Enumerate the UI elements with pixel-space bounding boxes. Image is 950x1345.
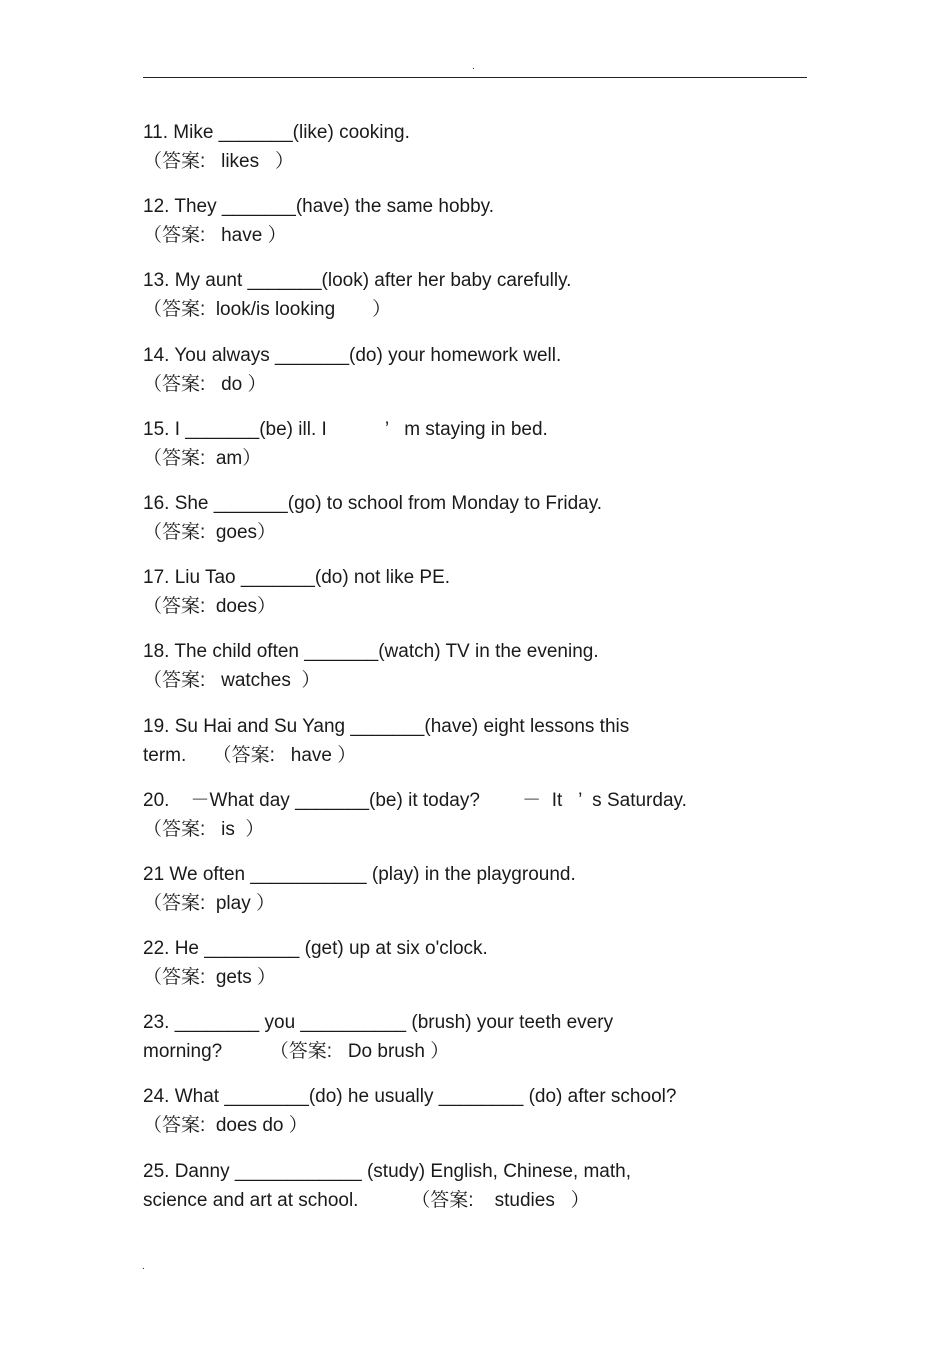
question-text: 14. You always _______(do) your homework well. bbox=[143, 344, 562, 366]
exercise-list bbox=[143, 118, 823, 1231]
exercise-item-25 bbox=[143, 1157, 823, 1231]
exercise-item-13 bbox=[143, 266, 823, 340]
exercise-item-22 bbox=[143, 934, 823, 1008]
answer-text: （答案: is ） bbox=[143, 818, 265, 840]
answer-text: （答案: do ） bbox=[143, 373, 267, 395]
question-text: 16. She _______(go) to school from Monday to Friday. bbox=[143, 492, 603, 514]
answer-text: （答案: play ） bbox=[143, 892, 275, 914]
answer-text: （答案: am） bbox=[143, 447, 262, 469]
question-text: 20. －What day _______(be) it today? － It ’ s Saturday. bbox=[143, 789, 687, 811]
question-text: 13. My aunt _______(look) after her baby carefully. bbox=[143, 270, 572, 292]
answer-text: （答案: goes） bbox=[143, 521, 277, 543]
question-text: 15. I _______(be) ill. I ’ m staying in bed. bbox=[143, 418, 548, 440]
question-text: 11. Mike _______(like) cooking. bbox=[143, 122, 410, 143]
header-mark: . bbox=[472, 61, 475, 72]
answer-text: （答案: likes ） bbox=[143, 151, 294, 172]
question-text-continued: term. （答案: have ） bbox=[143, 744, 357, 766]
exercise-item-20 bbox=[143, 786, 823, 860]
question-text: 25. Danny ____________ (study) English, Chinese, math, bbox=[143, 1160, 631, 1182]
question-text-continued: morning? （答案: Do brush ） bbox=[143, 1041, 450, 1063]
exercise-item-16 bbox=[143, 489, 823, 563]
exercise-item-23 bbox=[143, 1008, 823, 1082]
exercise-item-19 bbox=[143, 712, 823, 786]
question-text-continued: science and art at school. （答案: studies ） bbox=[143, 1189, 590, 1211]
exercise-item-11 bbox=[143, 118, 823, 192]
question-text: 17. Liu Tao _______(do) not like PE. bbox=[143, 567, 451, 589]
answer-text: （答案: watches ） bbox=[143, 670, 321, 692]
footer-mark: . bbox=[142, 1261, 145, 1272]
question-text: 19. Su Hai and Su Yang _______(have) eight lessons this bbox=[143, 715, 630, 737]
exercise-item-17 bbox=[143, 563, 823, 637]
exercise-item-24 bbox=[143, 1082, 823, 1156]
answer-text: （答案: have ） bbox=[143, 225, 287, 247]
question-text: 18. The child often _______(watch) TV in the evening. bbox=[143, 641, 599, 663]
answer-text: （答案: does do ） bbox=[143, 1115, 308, 1137]
exercise-item-12 bbox=[143, 192, 823, 266]
question-text: 24. What ________(do) he usually ________ (do) after school? bbox=[143, 1086, 677, 1108]
answer-text: （答案: gets ） bbox=[143, 967, 277, 989]
header-rule bbox=[143, 77, 807, 78]
exercise-item-18 bbox=[143, 637, 823, 711]
question-text: 23. ________ you __________ (brush) your teeth every bbox=[143, 1012, 614, 1034]
question-text: 21 We often ___________ (play) in the playground. bbox=[143, 863, 576, 885]
question-text: 12. They _______(have) the same hobby. bbox=[143, 196, 495, 218]
answer-text: （答案: does） bbox=[143, 596, 277, 618]
question-text: 22. He _________ (get) up at six o'clock. bbox=[143, 938, 488, 960]
exercise-item-21 bbox=[143, 860, 823, 934]
exercise-item-15 bbox=[143, 415, 823, 489]
answer-text: （答案: look/is looking ） bbox=[143, 299, 392, 321]
exercise-item-14 bbox=[143, 341, 823, 415]
